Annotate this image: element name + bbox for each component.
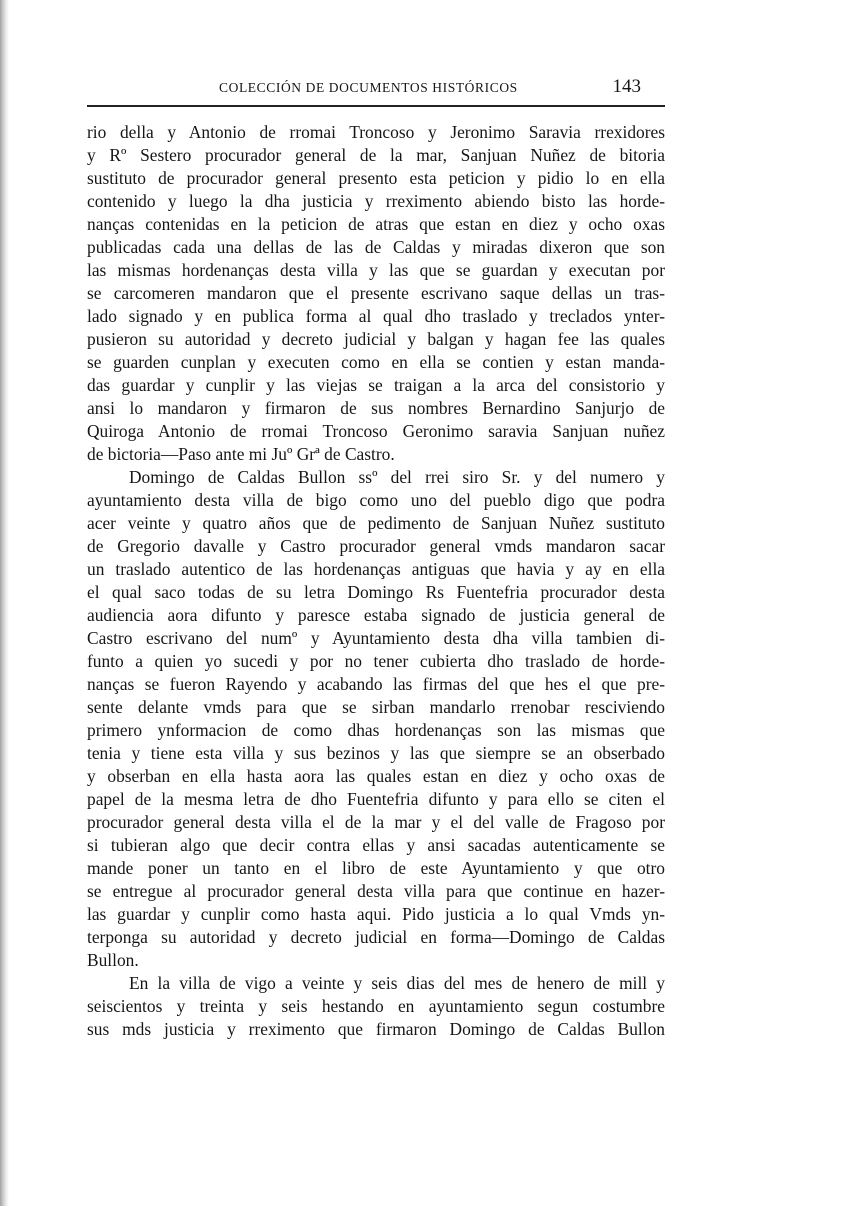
text-line: lado signado y en publica forma al qual dho traslado y treclados ynter-: [87, 306, 665, 326]
text-line: se entregue al procurador general desta villa para que continue en hazer-: [87, 881, 665, 901]
text-line: das guardar y cunplir y las viejas se traigan a la arca del consistorio y: [87, 375, 665, 395]
paragraph: [87, 466, 665, 972]
text-line: sente delante vmds para que se sirban mandarlo rrenobar resciviendo: [87, 697, 665, 717]
text-line: un traslado autentico de las hordenanças antiguas que havia y ay en ella: [87, 559, 665, 579]
text-line: las mismas hordenanças desta villa y las que se guardan y executan por: [87, 260, 665, 280]
text-line: se carcomeren mandaron que el presente escrivano saque dellas un tras-: [87, 283, 665, 303]
text-line: nanças se fueron Rayendo y acabando las firmas del que hes el que pre-: [87, 674, 665, 694]
text-line: tenia y tiene esta villa y sus bezinos y las que siempre se an obserbado: [87, 743, 665, 763]
text-line: ayuntamiento desta villa de bigo como uno del pueblo digo que podra: [87, 490, 665, 510]
paragraph: [87, 972, 665, 1041]
text-line: mande poner un tanto en el libro de este Ayuntamiento y que otro: [87, 858, 665, 878]
text-line: audiencia aora difunto y paresce estaba signado de justicia general de: [87, 605, 665, 625]
text-line: acer veinte y quatro años que de pedimento de Sanjuan Nuñez sustituto: [87, 513, 665, 533]
text-line: de bictoria—Paso ante mi Juº Grª de Castro.: [87, 444, 395, 464]
document-body: [87, 121, 665, 1041]
text-line: Bullon.: [87, 950, 139, 970]
text-line: pusieron su autoridad y decreto judicial y balgan y hagan fee las quales: [87, 329, 665, 349]
text-line: sustituto de procurador general presento esta peticion y pidio lo en ella: [87, 168, 665, 188]
text-line: seiscientos y treinta y seis hestando en ayuntamiento segun costumbre: [87, 996, 665, 1016]
text-line: rio della y Antonio de rromai Troncoso y Jeronimo Saravia rrexidores: [87, 122, 665, 142]
scan-edge-shadow: [0, 0, 9, 1206]
text-line: el qual saco todas de su letra Domingo Rs Fuentefria procurador desta: [87, 582, 665, 602]
page-number: 143: [612, 76, 641, 97]
text-line: y Rº Sestero procurador general de la mar, Sanjuan Nuñez de bitoria: [87, 145, 665, 165]
text-line: de Gregorio davalle y Castro procurador general vmds mandaron sacar: [87, 536, 665, 556]
text-line: las guardar y cunplir como hasta aqui. Pido justicia a lo qual Vmds yn-: [87, 904, 665, 924]
text-line: contenido y luego la dha justicia y rreximento abiendo bisto las horde-: [87, 191, 665, 211]
text-line: publicadas cada una dellas de las de Caldas y miradas dixeron que son: [87, 237, 665, 257]
text-line: ansi lo mandaron y firmaron de sus nombres Bernardino Sanjurjo de: [87, 398, 665, 418]
text-line: sus mds justicia y rreximento que firmaron Domingo de Caldas Bullon: [87, 1019, 665, 1039]
text-line: nanças contenidas en la peticion de atras que estan en diez y ocho oxas: [87, 214, 665, 234]
text-line: papel de la mesma letra de dho Fuentefria difunto y para ello se citen el: [87, 789, 665, 809]
paragraph: [87, 121, 665, 466]
header-title: COLECCIÓN DE DOCUMENTOS HISTÓRICOS: [219, 80, 518, 95]
running-header: [87, 78, 665, 102]
text-line: terponga su autoridad y decreto judicial en forma—Domingo de Caldas: [87, 927, 665, 947]
text-line: procurador general desta villa el de la mar y el del valle de Fragoso por: [87, 812, 665, 832]
text-line: si tubieran algo que decir contra ellas y ansi sacadas autenticamente se: [87, 835, 665, 855]
text-line: En la villa de vigo a veinte y seis dias del mes de henero de mill y: [129, 973, 665, 993]
text-line: se guarden cunplan y executen como en ella se contien y estan manda-: [87, 352, 665, 372]
text-line: funto a quien yo sucedi y por no tener cubierta dho traslado de horde-: [87, 651, 665, 671]
header-rule: [87, 105, 665, 107]
text-line: Castro escrivano del numº y Ayuntamiento desta dha villa tambien di-: [87, 628, 665, 648]
text-line: y obserban en ella hasta aora las quales estan en diez y ocho oxas de: [87, 766, 665, 786]
text-line: primero ynformacion de como dhas hordenanças son las mismas que: [87, 720, 665, 740]
text-line: Domingo de Caldas Bullon ssº del rrei siro Sr. y del numero y: [129, 467, 665, 487]
text-line: Quiroga Antonio de rromai Troncoso Geronimo saravia Sanjuan nuñez: [87, 421, 665, 441]
